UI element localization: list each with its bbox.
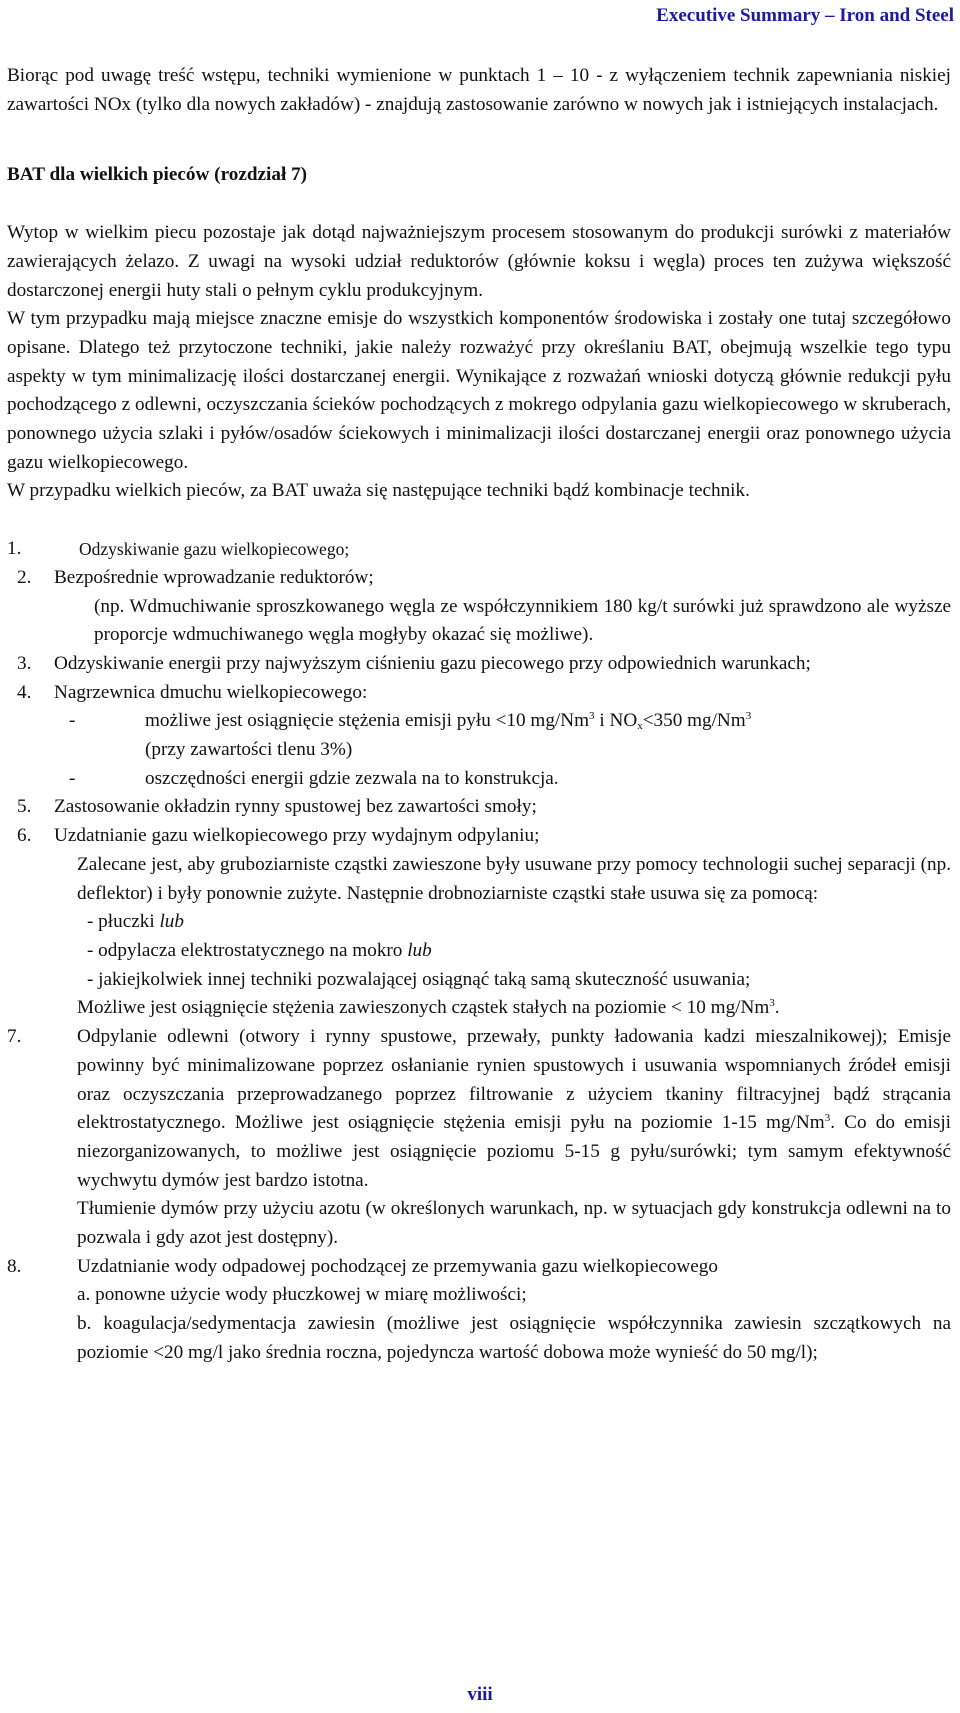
list-number: 8. [7, 1255, 22, 1277]
list-item-6-paragraph-2: Możliwe jest osiągnięcie stężenia zawieszonych cząstek stałych na poziomie < 10 mg/Nm$^3$. [77, 997, 780, 1019]
list-item-2-detail: (np. Wdmuchiwanie sproszkowanego węgla ze współczynnikiem 180 kg/t surówki już sprawdzono ale wyższe proporcje wdmuchiwanego węgla mogłyby okazać się możliwe). [94, 595, 951, 646]
list-number: 2. [17, 566, 32, 588]
list-number: 7. [7, 1026, 22, 1048]
running-header: Executive Summary – Iron and Steel [656, 5, 954, 26]
list-text: Zastosowanie okładzin rynny spustowej bez zawartości smoły; [54, 796, 537, 818]
dash-text: oszczędności energii gdzie zezwala na to konstrukcja. [145, 767, 559, 789]
list-number: 4. [17, 681, 32, 703]
list-number: 5. [17, 796, 32, 818]
option-item: - jakiejkolwiek innej techniki pozwalającej osiągnąć taką samą skuteczność usuwania; [87, 968, 751, 990]
paragraph-1: Wytop w wielkim piecu pozostaje jak dotąd najważniejszym procesem stosowanym do produkcji surówki z materiałów zawierających żelazo. Z uwagi na wysoki udział reduktorów (głównie koksu i węgla) proces ten zużywa większość dostarczonej energii huty stali o pełnym cyklu produkcyjnym. [7, 222, 951, 301]
list-item-6-paragraph: Zalecane jest, aby gruboziarniste cząstki zawieszone były usuwane przy pomocy technologii suchej separacji (np. deflektor) i były ponownie zużyte. Następnie drobnoziarniste cząstki stałe usuwa się za pomocą: [77, 853, 951, 904]
paragraph-3: W przypadku wielkich pieców, za BAT uważa się następujące techniki bądź kombinacje technik. [7, 480, 750, 502]
list-text: Uzdatnianie wody odpadowej pochodzącej ze przemywania gazu wielkopiecowego [77, 1255, 718, 1277]
list-text: Nagrzewnica dmuchu wielkopiecowego: [54, 681, 368, 703]
list-text: Uzdatnianie gazu wielkopiecowego przy wydajnym odpylaniu; [54, 825, 540, 847]
dash-text: możliwe jest osiągnięcie stężenia emisji pyłu <10 mg/Nm$^3$ i NOx<350 mg/Nm$^3$ (przy zawartości tlenu 3%) [145, 710, 752, 761]
list-item-7 [7, 1023, 951, 1195]
list-item-8 [7, 1253, 951, 1282]
page-number: viii [467, 1684, 493, 1705]
paragraph-2: W tym przypadku mają miejsce znaczne emisje do wszystkich komponentów środowiska i zostały one tutaj szczegółowo opisane. Dlatego też przytoczone techniki, jakie należy rozważyć przy określaniu BAT, obejmują wszelkie tego typu aspekty w tym minimalizację ilości dostarczanej energii. Wynikające z rozważań wnioski dotyczą głównie redukcji pyłu pochodzącego z odlewni, oczyszczania ścieków pochodzących z mokrego odpylania gazu wielkopiecowego w skruberach, ponownego użycia szlaki i pyłów/osadów ściekowych i minimalizacji ilości dostarczanej energii oraz ponownego użycia gazu wielkopiecowego. [7, 308, 951, 473]
list-item-1 [7, 535, 951, 564]
dash-item [7, 765, 951, 794]
section-heading: BAT dla wielkich pieców (rozdział 7) [7, 164, 308, 186]
list-item-2 [7, 564, 951, 593]
list-item-3 [7, 650, 951, 679]
list-text: Bezpośrednie wprowadzanie reduktorów; [54, 566, 374, 588]
list-item-7-paragraph-2: Tłumienie dymów przy użyciu azotu (w określonych warunkach, np. w sytuacjach gdy konstrukcja odlewni na to pozwala i gdy azot jest dostępny). [77, 1198, 951, 1249]
intro-paragraph: Biorąc pod uwagę treść wstępu, techniki wymienione w punktach 1 – 10 - z wyłączeniem technik zapewniania niskiej zawartości NOx (tylko dla nowych zakładów) - znajdują zastosowanie zarówno w nowych jak i istniejących instalacjach. [7, 65, 951, 115]
list-number: 3. [17, 652, 32, 674]
list-text: Odzyskiwanie gazu wielkopiecowego; [79, 539, 350, 560]
dash-marker: - [69, 767, 76, 789]
list-text: Odzyskiwanie energii przy najwyższym ciśnieniu gazu piecowego przy odpowiednich warunkach; [54, 652, 811, 674]
list-item-4 [7, 679, 951, 708]
list-text: Odpylanie odlewni (otwory i rynny spustowe, przewały, punkty ładowania kadzi mieszalnikowej); Emisje powinny być minimalizowane poprzez osłanianie rynien spustowych i usuwania wspomnianych źródeł emisji oraz oczyszczania przeprowadzanego poprzez filtrowanie z użyciem tkaniny filtracyjnej bądź strącania elektrostatycznego. Możliwe jest osiągnięcie stężenia emisji pyłu na poziomie 1-15 mg/Nm$^3$. Co do emisji niezorganizowanych, to możliwe jest osiągnięcie poziomu 5-15 g pyłu/surówki; tym samym efektywność wychwytu dymów jest bardzo istotna. [77, 1026, 951, 1191]
list-item-8-sub-b: b. koagulacja/sedymentacja zawiesin (możliwe jest osiągnięcie współczynnika zawiesin szczątkowych na poziomie <20 mg/l jako średnia roczna, pojedyncza wartość dobowa może wynieść do 50 mg/l); [77, 1313, 951, 1363]
list-item-6 [7, 822, 951, 851]
dash-marker: - [69, 710, 76, 732]
list-number: 1. [7, 538, 22, 560]
list-item-5 [7, 793, 951, 822]
dash-item [7, 707, 951, 764]
page-body [7, 62, 951, 1368]
option-item: - płuczki lub [87, 911, 184, 933]
list-item-8-sub-a: a. ponowne użycie wody płuczkowej w miarę możliwości; [77, 1284, 527, 1306]
option-item: - odpylacza elektrostatycznego na mokro lub [87, 939, 432, 961]
list-number: 6. [17, 825, 32, 847]
